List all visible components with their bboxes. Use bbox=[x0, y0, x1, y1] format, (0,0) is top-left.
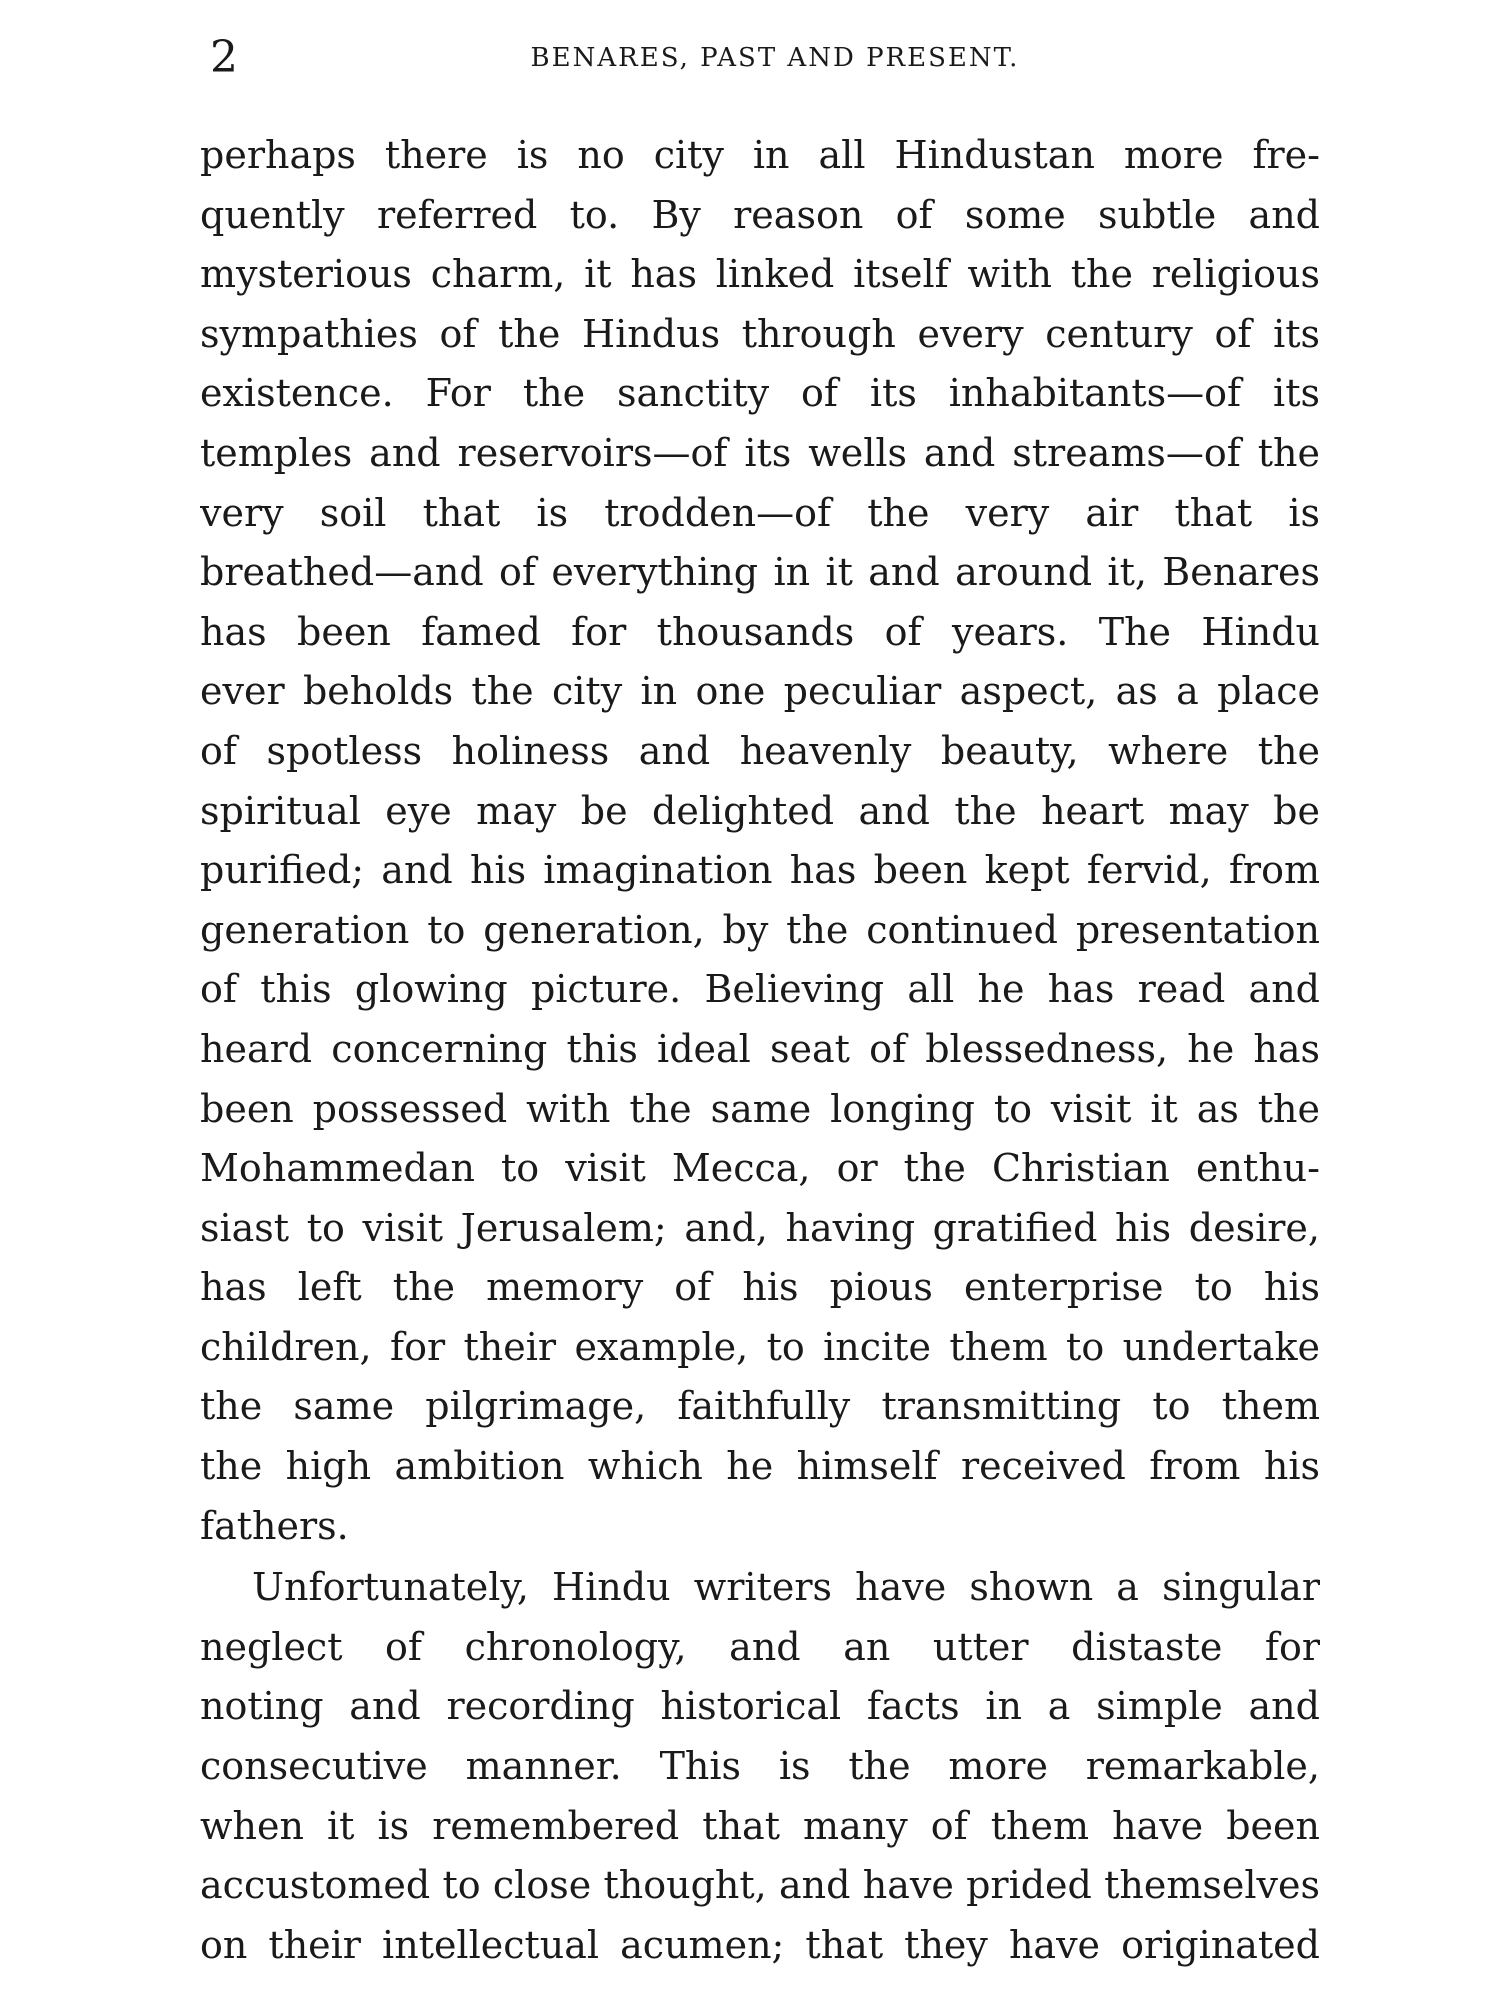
paragraph-2 bbox=[200, 1558, 1320, 1975]
text-line: ever beholds the city in one peculiar aspect, as a place bbox=[200, 669, 1320, 714]
text-line: on their intellectual acumen; that they have originated bbox=[200, 1922, 1320, 1967]
text-line: generation to generation, by the continued presentation bbox=[200, 907, 1320, 952]
text-line: been possessed with the same longing to visit it as the bbox=[200, 1086, 1320, 1131]
running-head bbox=[210, 28, 1320, 88]
text-line: mysterious charm, it has linked itself with the religious bbox=[200, 252, 1320, 297]
text-line: Unfortunately, Hindu writers have shown a singular bbox=[252, 1565, 1320, 1610]
text-line: heard concerning this ideal seat of blessedness, he has bbox=[200, 1026, 1320, 1071]
text-line: fathers. bbox=[200, 1503, 349, 1548]
text-line: purified; and his imagination has been kept fervid, from bbox=[200, 848, 1320, 893]
text-line: temples and reservoirs—of its wells and streams—of the bbox=[200, 430, 1320, 475]
text-line: existence. For the sanctity of its inhabitants—of its bbox=[200, 371, 1320, 416]
text-line: Mohammedan to visit Mecca, or the Christian enthu- bbox=[200, 1146, 1320, 1191]
body-text bbox=[200, 126, 1320, 1975]
text-line: accustomed to close thought, and have prided themselves bbox=[200, 1863, 1320, 1908]
text-line: when it is remembered that many of them have been bbox=[200, 1803, 1320, 1848]
text-line: perhaps there is no city in all Hindustan more fre- bbox=[200, 133, 1320, 177]
text-line: the high ambition which he himself received from his bbox=[200, 1444, 1320, 1489]
text-line: of this glowing picture. Believing all he has read and bbox=[200, 967, 1320, 1012]
running-title: BENARES, PAST AND PRESENT. bbox=[530, 43, 1020, 73]
text-line: noting and recording historical facts in a simple and bbox=[200, 1684, 1320, 1729]
text-line: very soil that is trodden—of the very air that is bbox=[200, 490, 1320, 535]
text-line: breathed—and of everything in it and around it, Benares bbox=[200, 550, 1320, 595]
text-line: siast to visit Jerusalem; and, having gratified his desire, bbox=[200, 1205, 1320, 1250]
text-line: neglect of chronology, and an utter distaste for bbox=[200, 1624, 1320, 1669]
paragraph-1 bbox=[200, 126, 1320, 1556]
text-line: quently referred to. By reason of some subtle and bbox=[200, 192, 1320, 237]
text-line: consecutive manner. This is the more remarkable, bbox=[200, 1744, 1320, 1789]
text-line: the same pilgrimage, faithfully transmitting to them bbox=[200, 1384, 1320, 1429]
text-line: has been famed for thousands of years. The Hindu bbox=[200, 609, 1320, 654]
text-line: sympathies of the Hindus through every century of its bbox=[200, 311, 1320, 356]
text-line: of spotless holiness and heavenly beauty, where the bbox=[200, 728, 1320, 773]
text-line: children, for their example, to incite them to undertake bbox=[200, 1324, 1320, 1369]
text-line: spiritual eye may be delighted and the heart may be bbox=[200, 788, 1320, 833]
page-number: 2 bbox=[210, 32, 238, 83]
text-line: has left the memory of his pious enterprise to his bbox=[200, 1265, 1320, 1310]
